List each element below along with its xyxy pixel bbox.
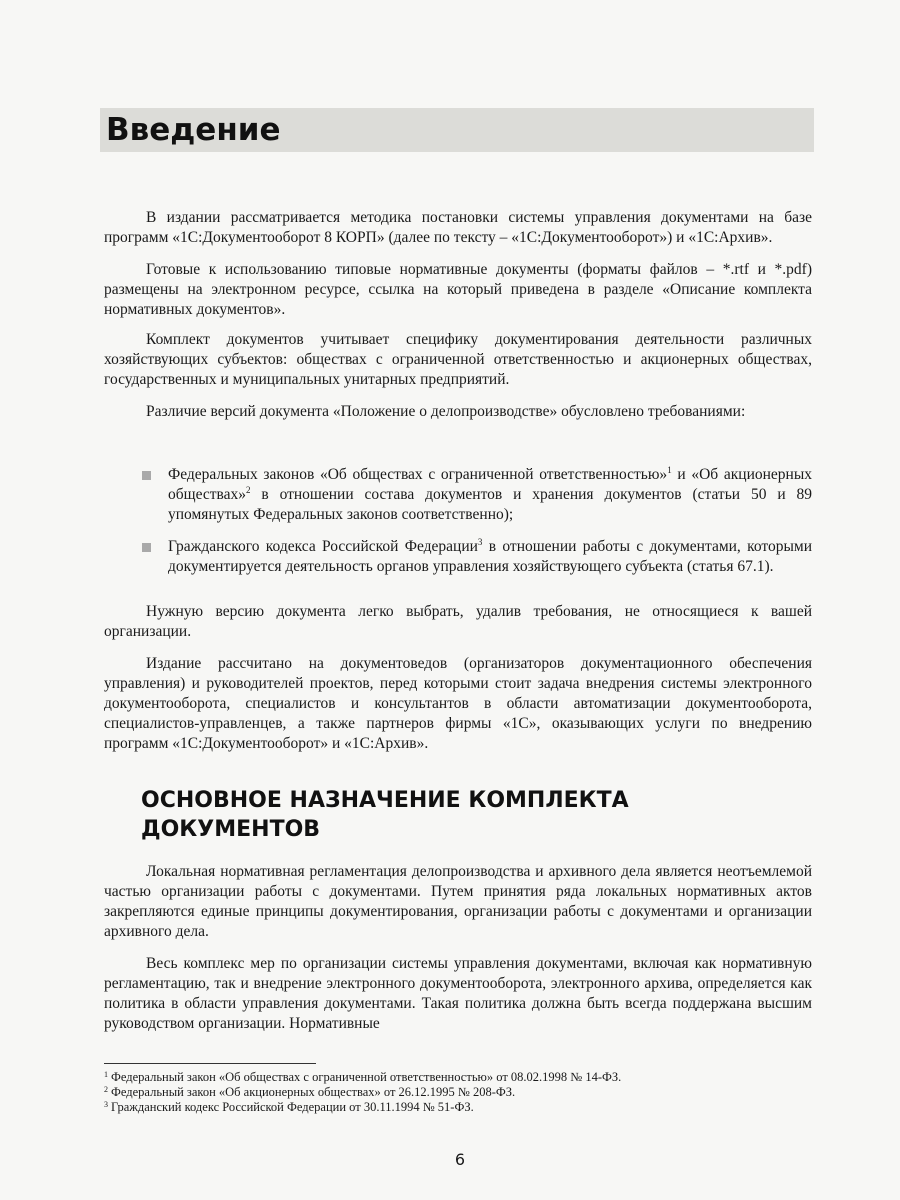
- intro-paragraph: Готовые к использованию типовые нормативные документы (форматы файлов – *.rtf и *.pdf) размещены на электронном ресурсе, ссылка на который приведена в разделе «Описание комплекта нормативных документов».: [104, 261, 812, 318]
- section-paragraph: Весь комплекс мер по организации системы управления документами, включая как нормативную регламентацию, так и внедрение электронного документооборота, электронного архива, определяется как политика в области управления документами. Такая политика должна быть всегда поддержана высшим руководством организации. Нормативные: [104, 955, 812, 1032]
- section-paragraph: Локальная нормативная регламентация делопроизводства и архивного дела является неотъемлемой частью организации работы с документами. Путем принятия ряда локальных нормативных актов закрепляются единые принципы документирования, организации работы с документами и организации архивного дела.: [104, 863, 812, 940]
- body-paragraph: Нужную версию документа легко выбрать, удалив требования, не относящиеся к вашей организации.: [104, 603, 812, 640]
- footnotes: [104, 1070, 812, 1115]
- footnote-ref: 1: [667, 465, 672, 475]
- list-item: Федеральных законов «Об обществах с ограниченной ответственностью»$^1$ и «Об акционерных обществах»$^2$ в отношении состава документов и хранения документов (статьи 50 и 89 упомянутых Федеральных законов соответственно);: [104, 465, 812, 525]
- section-body: [104, 862, 812, 1034]
- chapter-header-bar: [100, 108, 814, 152]
- after-list-block: [104, 602, 812, 754]
- footnote: $^2$ Федеральный закон «Об акционерных обществах» от 26.12.1995 № 208-ФЗ.: [104, 1085, 516, 1099]
- section-title: ОСНОВНОЕ НАЗНАЧЕНИЕ КОМПЛЕКТА ДОКУМЕНТОВ: [141, 788, 629, 842]
- intro-paragraph: Различие версий документа «Положение о делопроизводстве» обусловлено требованиями:: [146, 403, 746, 420]
- chapter-title: Введение: [106, 112, 281, 148]
- intro-paragraph: В издании рассматривается методика постановки системы управления документами на базе программ «1С:Документооборот 8 КОРП» (далее по тексту – «1С:Документооборот») и «1С:Архив».: [104, 209, 812, 246]
- page-number: 6: [454, 1150, 466, 1169]
- footnote: $^1$ Федеральный закон «Об обществах с ограниченной ответственностью» от 08.02.1998 № 14-ФЗ.: [104, 1070, 622, 1084]
- list-item: Гражданского кодекса Российской Федерации$^3$ в отношении работы с документами, которыми документируется деятельность органов управления хозяйствующего субъекта (статья 67.1).: [104, 537, 812, 577]
- footnote-divider: [104, 1063, 316, 1064]
- body-paragraph: Издание рассчитано на документоведов (организаторов документационного обеспечения управления) и руководителей проектов, перед которыми стоит задача внедрения системы электронного документооборота, специалистов и консультантов в области автоматизации документооборота, специалистов-управленцев, а также партнеров фирмы «1С», оказывающих услуги по внедрению программ «1С:Документооборот» и «1С:Архив».: [104, 655, 812, 752]
- intro-block: [104, 208, 812, 422]
- footnote: $^3$ Гражданский кодекс Российской Федерации от 30.11.1994 № 51-ФЗ.: [104, 1100, 474, 1114]
- square-bullet-icon: [142, 471, 151, 480]
- footnote-ref: 2: [245, 485, 251, 495]
- requirements-list: [104, 465, 812, 577]
- intro-paragraph: Комплект документов учитывает специфику документирования деятельности различных хозяйствующих субъектов: обществах с ограниченной ответственностью и акционерных обществах, государственных и муниципальных унитарных предприятий.: [104, 331, 812, 388]
- square-bullet-icon: [142, 543, 151, 552]
- footnote-ref: 3: [477, 537, 483, 547]
